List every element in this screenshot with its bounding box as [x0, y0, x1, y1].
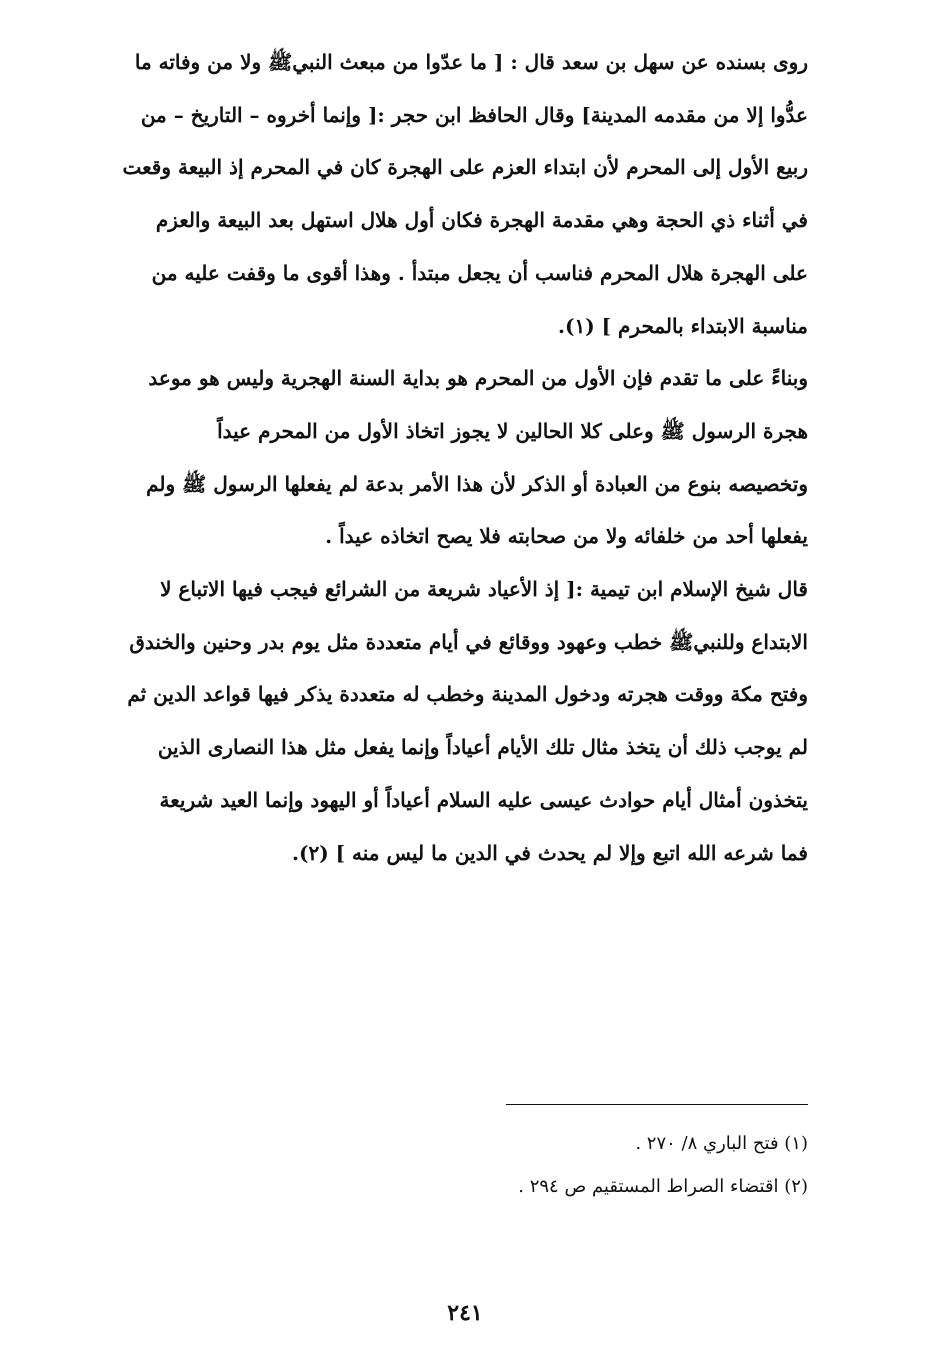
text-line: لم يوجب ذلك أن يتخذ مثال تلك الأيام أعياداً وإنما يفعل مثل هذا النصارى الذين — [157, 735, 808, 760]
main-text — [95, 36, 808, 879]
paragraph-muharram-ruling — [95, 352, 808, 563]
text-line: وبناءً على ما تقدم فإن الأول من المحرم هو بداية السنة الهجرية وليس هو موعد — [148, 366, 808, 391]
paragraph-ibn-taymiyyah-quote — [95, 563, 808, 879]
text-line: هجرة الرسول ﷺ وعلى كلا الحالين لا يجوز اتخاذ الأول من المحرم عيداً — [217, 418, 808, 443]
text-line: يفعلها أحد من خلفائه ولا من صحابته فلا يصح اتخاذه عيداً . — [325, 524, 808, 549]
text-line: عدُّوا إلا من مقدمه المدينة] وقال الحافظ ابن حجر :[ وإنما أخروه – التاريخ – من — [140, 102, 808, 127]
footnote-1: (١) فتح الباري ٨/ ٢٧٠ . — [635, 1133, 808, 1154]
text-line: مناسبة الابتداء بالمحرم ] (١). — [558, 313, 808, 338]
text-line: وفتح مكة ووقت هجرته ودخول المدينة وخطب له متعددة يذكر فيها قواعد الدين ثم — [127, 682, 808, 707]
footnote-divider — [506, 1104, 808, 1105]
text-line: فما شرعه الله اتبع وإلا لم يحدث في الدين ما ليس منه ] (٢). — [292, 840, 808, 865]
paragraph-hijri-calendar-origin — [95, 36, 808, 352]
page-number: ٢٤١ — [447, 1300, 483, 1326]
text-line: على الهجرة هلال المحرم فناسب أن يجعل مبتدأ . وهذا أقوى ما وقفت عليه من — [151, 260, 808, 285]
text-line: وتخصيصه بنوع من العبادة أو الذكر لأن هذا الأمر بدعة لم يفعلها الرسول ﷺ ولم — [146, 471, 808, 496]
footnotes — [460, 1122, 808, 1208]
text-line: ربيع الأول إلى المحرم لأن ابتداء العزم على الهجرة كان في المحرم إذ البيعة وقعت — [122, 155, 808, 180]
text-line: في أثناء ذي الحجة وهي مقدمة الهجرة فكان أول هلال استهل بعد البيعة والعزم — [155, 208, 808, 233]
text-line: الابتداع وللنبيﷺ خطب وعهود ووقائع في أيام متعددة مثل يوم بدر وحنين والخندق — [129, 629, 808, 654]
footnote-2: (٢) اقتضاء الصراط المستقيم ص ٢٩٤ . — [518, 1176, 808, 1197]
text-line: يتخذون أمثال أيام حوادث عيسى عليه السلام أعياداً أو اليهود وإنما العيد شريعة — [159, 787, 808, 812]
text-line: روى بسنده عن سهل بن سعد قال : [ ما عدّوا من مبعث النبيﷺ ولا من وفاته ما — [134, 50, 808, 74]
text-line: قال شيخ الإسلام ابن تيمية :[ إذ الأعياد شريعة من الشرائع فيجب فيها الاتباع لا — [160, 577, 808, 602]
